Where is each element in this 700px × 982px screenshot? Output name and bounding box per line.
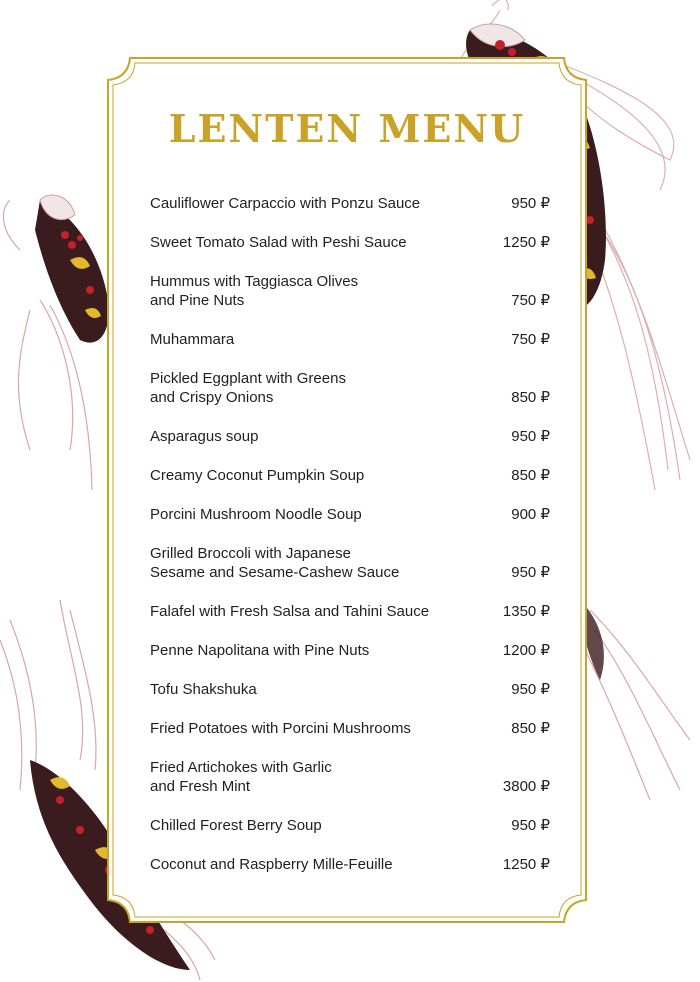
menu-item-name: Coconut and Raspberry Mille-Feuille <box>150 856 393 873</box>
menu-item-price: 850 ₽ <box>511 389 550 406</box>
menu-item <box>150 855 550 874</box>
menu-item-name: Sweet Tomato Salad with Peshi Sauce <box>150 234 407 251</box>
menu-item-price: 950 ₽ <box>511 817 550 834</box>
menu-item-price: 950 ₽ <box>511 564 550 581</box>
menu-item-price: 1250 ₽ <box>502 856 550 873</box>
menu-list <box>150 194 550 894</box>
menu-item <box>150 466 550 485</box>
menu-item-name: Grilled Broccoli with Japanese Sesame and Sesame-Cashew Sauce <box>150 545 400 581</box>
menu-item-name: Porcini Mushroom Noodle Soup <box>150 506 362 523</box>
menu-item <box>150 758 550 796</box>
menu-item <box>150 544 550 582</box>
menu-item-price: 950 ₽ <box>511 195 550 212</box>
menu-item-name: Hummus with Taggiasca Olives and Pine Nuts <box>150 273 359 309</box>
menu-item-price: 750 ₽ <box>511 292 550 309</box>
menu-item <box>150 330 550 349</box>
menu-item <box>150 194 550 213</box>
menu-item-price: 3800 ₽ <box>502 778 550 795</box>
menu-item-price: 900 ₽ <box>511 506 550 523</box>
menu-item-name: Asparagus soup <box>150 428 259 445</box>
menu-item-price: 950 ₽ <box>511 428 550 445</box>
menu-item-name: Muhammara <box>150 331 235 348</box>
menu-item-price: 950 ₽ <box>511 681 550 698</box>
menu-item-price: 1350 ₽ <box>502 603 550 620</box>
menu-item-price: 750 ₽ <box>511 331 550 348</box>
menu-item-price: 1250 ₽ <box>502 234 550 251</box>
menu-item-name: Fried Potatoes with Porcini Mushrooms <box>150 720 411 737</box>
menu-item-price: 850 ₽ <box>511 720 550 737</box>
menu-item-name: Penne Napolitana with Pine Nuts <box>150 642 370 659</box>
menu-item-name: Fried Artichokes with Garlic and Fresh Mint <box>150 759 332 795</box>
menu-item <box>150 272 550 310</box>
menu-item <box>150 680 550 699</box>
menu-item-name: Chilled Forest Berry Soup <box>150 817 322 834</box>
menu-item <box>150 233 550 252</box>
menu-item <box>150 816 550 835</box>
menu-title: LENTEN MENU <box>168 106 526 151</box>
menu-item-price: 850 ₽ <box>511 467 550 484</box>
menu-item-name: Tofu Shakshuka <box>150 681 257 698</box>
menu-item <box>150 602 550 621</box>
menu-item <box>150 505 550 524</box>
menu-item-name: Cauliflower Carpaccio with Ponzu Sauce <box>150 195 421 212</box>
menu-item-name: Falafel with Fresh Salsa and Tahini Sauce <box>150 603 430 620</box>
menu-item <box>150 719 550 738</box>
menu-item <box>150 641 550 660</box>
menu-item-price: 1200 ₽ <box>502 642 550 659</box>
menu-item <box>150 369 550 407</box>
menu-item-name: Pickled Eggplant with Greens and Crispy Onions <box>150 370 346 406</box>
menu-item-name: Creamy Coconut Pumpkin Soup <box>150 467 365 484</box>
menu-item <box>150 427 550 446</box>
